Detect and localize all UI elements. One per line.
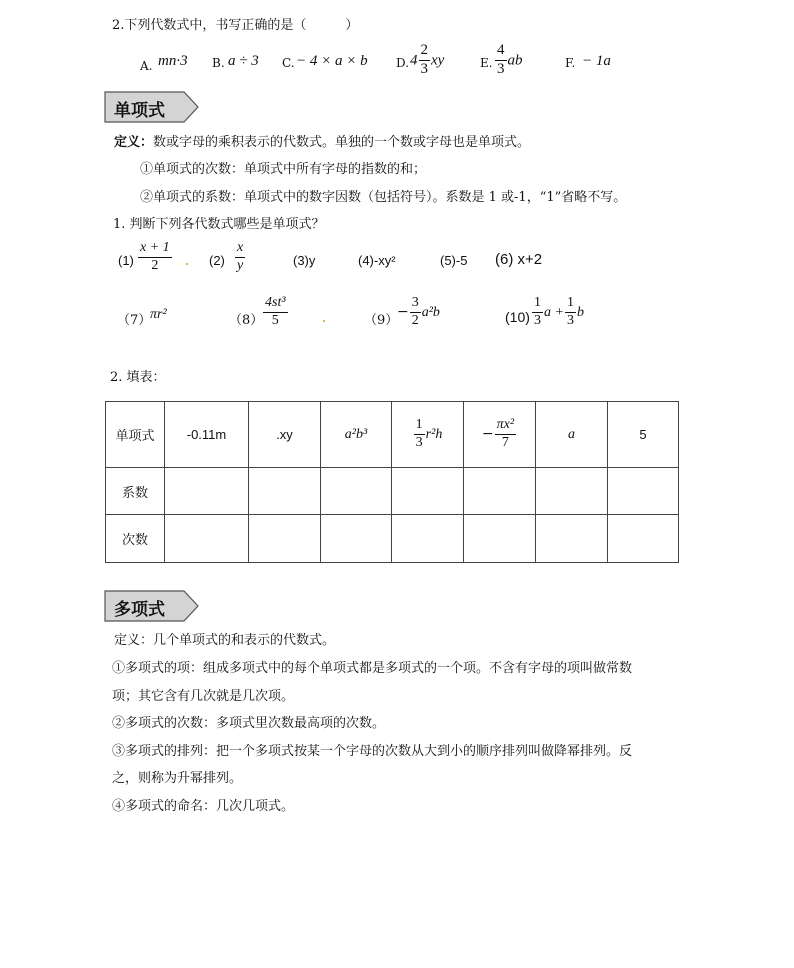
polynomial-degree-rule: ②多项式的次数：多项式里次数最高项的次数。: [112, 716, 386, 731]
cell-monomial-6: a: [536, 402, 608, 468]
cell-monomial-5: − $\frac{\text{πx²}}{7}$: [464, 402, 536, 468]
option-d-label: D.: [396, 56, 410, 70]
monomial-degree-rule: ①单项式的次数：单项式中所有字母的指数的和；: [140, 162, 427, 177]
row-header-degree: 次数: [106, 515, 165, 563]
question-2-fill-table-prompt: 2. 填表：: [110, 370, 166, 385]
cell-monomial-4: $\frac{1}{3}$ r²h: [392, 402, 464, 468]
option-d-expr: 4 $\frac{2}{3}$ xy: [410, 42, 445, 77]
polynomial-naming-rule: ④多项式的命名：几次几项式。: [112, 799, 295, 814]
option-a-label: A.: [140, 59, 153, 73]
coefficient-cell[interactable]: [392, 468, 464, 515]
item-8-fraction: $\frac{\text{4st³}}{5}$: [265, 295, 286, 328]
monomial-banner: [104, 91, 200, 123]
option-f-expr: − 1a: [582, 53, 611, 69]
question-1-prompt: 1. 判断下列各代数式哪些是单项式？: [113, 217, 325, 232]
degree-cell[interactable]: [249, 515, 321, 563]
item-8-label: （8）: [229, 313, 264, 328]
option-e-label: E.: [480, 56, 493, 70]
row-header-monomial: 单项式: [106, 402, 165, 468]
cell-monomial-3: a²b³: [321, 402, 392, 468]
table-row: [106, 468, 679, 515]
option-a-expr: mn·3: [158, 53, 188, 69]
coefficient-cell[interactable]: [608, 468, 679, 515]
item-9-label: （9）: [364, 313, 399, 328]
degree-cell[interactable]: [464, 515, 536, 563]
definition-label: 定义：: [114, 135, 154, 150]
row-header-coefficient: 系数: [106, 468, 165, 515]
question-2-prompt: 2.下列代数式中，书写正确的是（ ）: [112, 18, 359, 33]
item-6: (6) x+2: [495, 251, 543, 268]
option-f-label: F.: [565, 56, 576, 70]
polynomial-order-rule-line2: 之，则称为升幂排列。: [112, 771, 243, 786]
table-row: [106, 402, 679, 468]
degree-cell[interactable]: [536, 515, 608, 563]
coefficient-cell[interactable]: [165, 468, 249, 515]
degree-cell[interactable]: [608, 515, 679, 563]
item-1-fraction: $\frac{x + 1}{2}$: [140, 240, 170, 273]
polynomial-definition: 定义：几个单项式的和表示的代数式。: [114, 633, 336, 648]
item-7-expr: πr²: [150, 307, 167, 322]
option-e-fraction: $\frac{4}{3}$: [497, 42, 505, 77]
polynomial-term-rule-line1: ①多项式的项：组成多项式中的每个单项式都是多项式的一个项。不含有字母的项叫做常数: [112, 661, 633, 676]
coefficient-cell[interactable]: [321, 468, 392, 515]
option-c-expr: − 4 × a × b: [296, 53, 368, 69]
option-b-expr: a ÷ 3: [228, 53, 259, 69]
degree-cell[interactable]: [392, 515, 464, 563]
item-3: (3)y: [293, 253, 316, 268]
monomial-definition: [114, 131, 530, 150]
item-2-fraction: $\frac{x}{y}$: [237, 240, 244, 273]
option-d-fraction: $\frac{2}{3}$: [420, 42, 428, 77]
item-2-label: (2): [209, 253, 225, 268]
item-7-label: （7）: [117, 313, 152, 328]
degree-cell[interactable]: [165, 515, 249, 563]
coefficient-cell[interactable]: [464, 468, 536, 515]
coefficient-cell[interactable]: [536, 468, 608, 515]
polynomial-banner-title: 多项式: [114, 600, 165, 620]
item-10-expr: $\frac{1}{3}$ a + $\frac{1}{3}$ b: [534, 295, 584, 328]
monomial-table: [105, 401, 679, 563]
item-4: (4)-xy²: [358, 253, 396, 268]
coefficient-cell[interactable]: [249, 468, 321, 515]
cell-monomial-2: .xy: [249, 402, 321, 468]
item-1-label: (1): [118, 253, 134, 268]
item-5: (5)-5: [440, 253, 468, 268]
option-e-expr: $\frac{4}{3}$ ab: [497, 42, 523, 77]
stray-mark: [186, 263, 188, 265]
monomial-banner-title: 单项式: [114, 101, 165, 121]
polynomial-term-rule-line2: 项；其它含有几次就是几次项。: [112, 689, 295, 704]
stray-mark: [323, 320, 325, 322]
option-c-label: C.: [282, 56, 295, 70]
monomial-coefficient-rule: ②单项式的系数：单项式中的数字因数（包括符号）。系数是 1 或-1，“1”省略不写。: [140, 190, 627, 205]
item-9-expr: − $\frac{3}{2}$ a²b: [397, 295, 440, 328]
table-row: [106, 515, 679, 563]
cell-monomial-1: -0.11m: [165, 402, 249, 468]
option-b-label: B.: [212, 56, 225, 70]
degree-cell[interactable]: [321, 515, 392, 563]
polynomial-order-rule-line1: ③多项式的排列：把一个多项式按某一个字母的次数从大到小的顺序排列叫做降幂排列。反: [112, 744, 633, 759]
definition-text: 数或字母的乘积表示的代数式。单独的一个数或字母也是单项式。: [153, 135, 531, 150]
cell-monomial-7: 5: [608, 402, 679, 468]
polynomial-banner: [104, 590, 200, 622]
item-10-label: (10): [505, 309, 530, 325]
